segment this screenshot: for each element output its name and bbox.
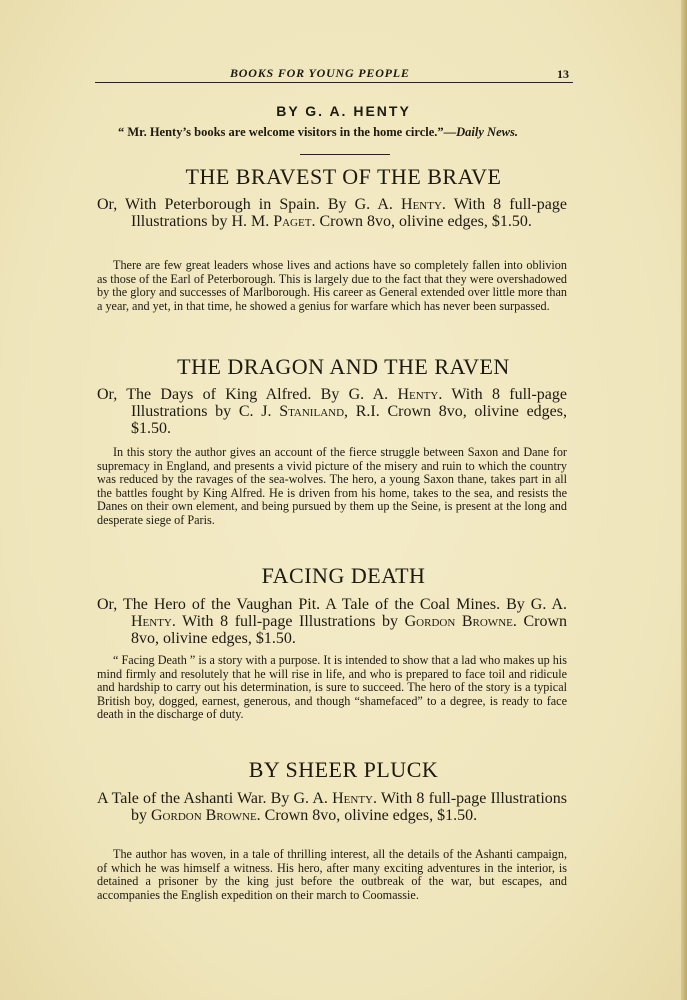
book-description: There are few great leaders whose lives and actions have so completely fallen into oblivion as those of the Earl of Peterborough. This is largely due to the fact that they were overshadowed by the glory and successes of Marlborough. His career as General extended over little more than a year, and yet, in that time, he showed a genius for warfare which has never been surpassed. <box>97 258 567 313</box>
section-divider <box>300 154 390 155</box>
book-subtitle <box>97 386 567 437</box>
book-subtitle <box>97 790 567 824</box>
page-edge <box>681 0 687 1000</box>
book-title: THE BRAVEST OF THE BRAVE <box>185 164 502 189</box>
subtitle-text: Or, The Hero of the Vaughan Pit. A Tale of the Coal Mines. By G. A. <box>97 596 567 613</box>
book-description: “ Facing Death ” is a story with a purpose. It is intended to show that a lad who makes up his mind firmly and resolutely that he will rise in life, and who is prepared to face toil and ridicule and hardship to carry out his determination, is sure to succeed. The hero of the story is a typical British boy, dogged, earnest, generous, and though “shamefaced” to a degree, is ready to face death in the discharge of duty. <box>97 653 567 722</box>
book-title: BY SHEER PLUCK <box>248 757 439 782</box>
subtitle-author: Henty. <box>332 790 377 807</box>
book-subtitle <box>97 596 567 647</box>
subtitle-text: With 8 full-page Illustrations by C. J. <box>131 386 568 420</box>
quote-text: “ Mr. Henty’s books are welcome visitors in the home circle.”— <box>118 125 457 139</box>
subtitle-illustrator: Gordon Browne. <box>151 807 261 824</box>
book-title: FACING DEATH <box>261 563 426 588</box>
running-head <box>95 64 573 83</box>
subtitle-author: Henty. <box>401 196 446 213</box>
subtitle-text: R.I. Crown 8vo, olivine edges, $1.50. <box>131 403 568 437</box>
subtitle-illustrator: Gordon Browne. <box>404 613 517 630</box>
author-heading: BY G. A. HENTY <box>276 103 411 119</box>
press-quote <box>118 125 518 140</box>
subtitle-text: With 8 full-page Illustrations by <box>131 790 567 824</box>
subtitle-author: Henty. <box>397 386 443 403</box>
subtitle-text: A Tale of the Ashanti War. By G. A. <box>97 790 333 807</box>
subtitle-illustrator: Paget. <box>273 213 316 230</box>
subtitle-text: Or, The Days of King Alfred. By G. A. <box>97 386 398 403</box>
book-title: THE DRAGON AND THE RAVEN <box>177 354 510 379</box>
book-subtitle <box>97 196 567 230</box>
subtitle-text: With 8 full-page Illustrations by H. M. <box>131 196 568 230</box>
subtitle-text: With 8 full-page Illustrations by <box>175 613 405 630</box>
subtitle-illustrator: Staniland, <box>279 403 349 420</box>
book-description: In this story the author gives an account of the fierce struggle between Saxon and Dane for supremacy in England, and presents a vivid picture of the misery and ruin to which the country was reduced by the ravages of the sea-wolves. The hero, a young Saxon thane, takes part in all the battles fought by King Alfred. He is driven from his home, takes to the sea, and resists the Danes on their own element, and being pursued by them up the Seine, is present at the long and desperate siege of Paris. <box>97 445 567 527</box>
book-description: The author has woven, in a tale of thrilling interest, all the details of the Ashanti campaign, of which he was himself a witness. His hero, after many exciting adventures in the interior, is detained a prisoner by the king just before the outbreak of the war, but escapes, and accompanies the English expedition on their march to Coomassie. <box>97 847 567 902</box>
running-title: BOOKS FOR YOUNG PEOPLE <box>230 66 410 80</box>
subtitle-text: Crown 8vo, olivine edges, $1.50. <box>260 807 478 824</box>
quote-source: Daily News. <box>456 125 518 139</box>
subtitle-text: Crown 8vo, olivine edges, $1.50. <box>131 613 567 647</box>
subtitle-text: Crown 8vo, olivine edges, $1.50. <box>315 213 532 230</box>
subtitle-author: Henty. <box>131 613 176 630</box>
subtitle-text: Or, With Peterborough in Spain. By G. A. <box>97 196 402 213</box>
page-number: 13 <box>557 67 569 81</box>
